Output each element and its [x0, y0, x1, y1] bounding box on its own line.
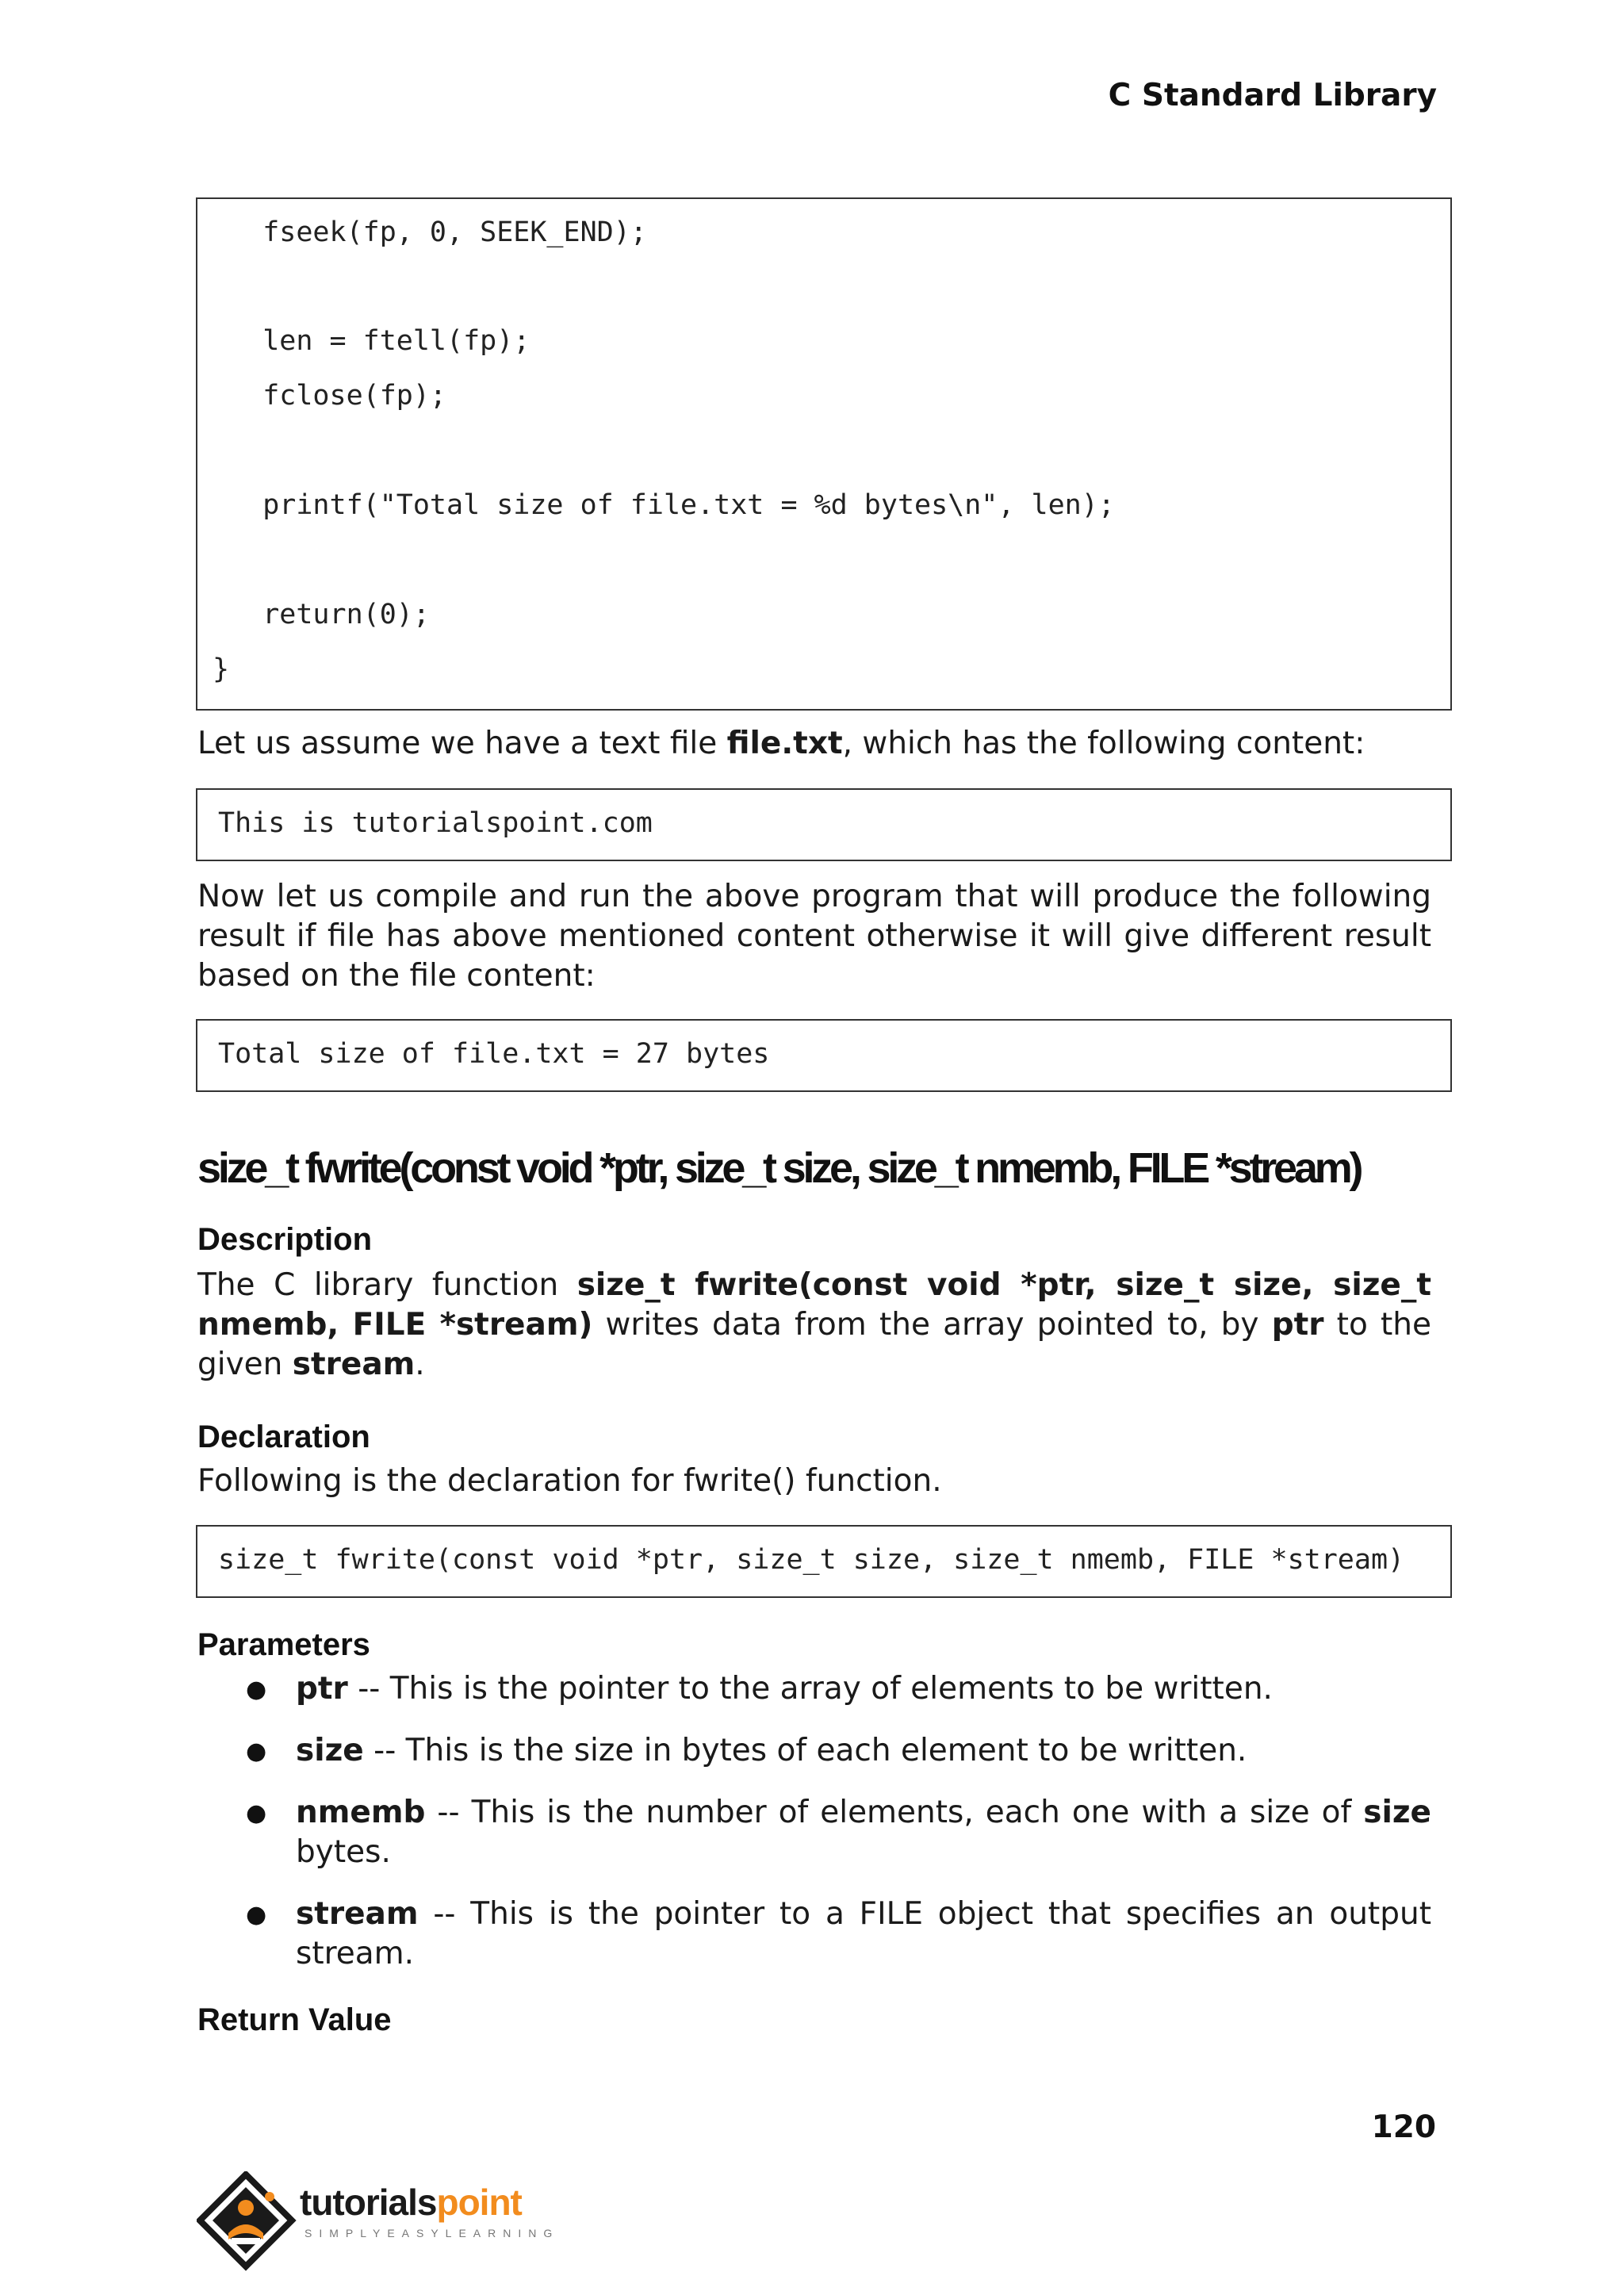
paragraph-compile-run: Now let us compile and run the above program that will produce the following result if file has above mentioned content otherwise it will give different result based on the file content:: [197, 879, 1431, 994]
code-block-declaration: [196, 1525, 1452, 1598]
param-item-ptr: ptr -- This is the pointer to the array of elements to be written.: [296, 1671, 1273, 1707]
tutorialspoint-logo: [197, 2174, 577, 2278]
code-line: printf("Total size of file.txt = %d bytes\n", len);: [213, 489, 1115, 521]
code-line: return(0);: [213, 599, 430, 630]
code-line: len = ftell(fp);: [213, 325, 530, 357]
code-line: }: [213, 653, 230, 685]
bullet-icon: ●: [246, 1676, 267, 1703]
return-value-heading: Return Value: [197, 2002, 392, 2037]
code-line: size_t fwrite(const void *ptr, size_t size, size_t nmemb, FILE *stream): [218, 1544, 1405, 1576]
code-block-output: [196, 1019, 1452, 1092]
param-item-nmemb: nmemb -- This is the number of elements, each one with a size of size bytes.: [296, 1795, 1431, 1870]
description-heading: Description: [197, 1222, 373, 1257]
code-line: Total size of file.txt = 27 bytes: [218, 1038, 770, 1070]
param-item-stream: stream -- This is the pointer to a FILE object that specifies an output stream.: [296, 1896, 1431, 1971]
paragraph-assume-file: Let us assume we have a text file file.txt, which has the following content:: [197, 726, 1365, 761]
bullet-icon: ●: [246, 1901, 267, 1929]
logo-tagline: SIMPLYEASYLEARNING: [304, 2227, 560, 2239]
page-number: 120: [1371, 2109, 1436, 2145]
declaration-text: Following is the declaration for fwrite() function.: [197, 1463, 942, 1499]
description-text: The C library function size_t fwrite(const void *ptr, size_t size, size_t nmemb, FILE *stream) writes data from the array pointed to, by ptr to the given stream.: [197, 1267, 1431, 1382]
code-block-file-content: [196, 788, 1452, 861]
logo-wordmark: tutorialspoint: [300, 2182, 522, 2223]
param-item-size: size -- This is the size in bytes of each element to be written.: [296, 1733, 1247, 1768]
logo-mark-icon: [197, 2171, 308, 2282]
code-line: This is tutorialspoint.com: [218, 807, 653, 839]
running-header: C Standard Library: [1108, 78, 1437, 113]
parameters-heading: Parameters: [197, 1627, 370, 1662]
code-block-source: [196, 197, 1452, 711]
code-line: fclose(fp);: [213, 380, 447, 412]
bullet-icon: ●: [246, 1799, 267, 1827]
declaration-heading: Declaration: [197, 1420, 370, 1454]
file-name: file.txt: [726, 726, 843, 761]
bullet-icon: ●: [246, 1738, 267, 1765]
code-line: fseek(fp, 0, SEEK_END);: [213, 216, 647, 248]
section-heading: size_t fwrite(const void *ptr, size_t size, size_t nmemb, FILE *stream): [197, 1144, 1361, 1192]
